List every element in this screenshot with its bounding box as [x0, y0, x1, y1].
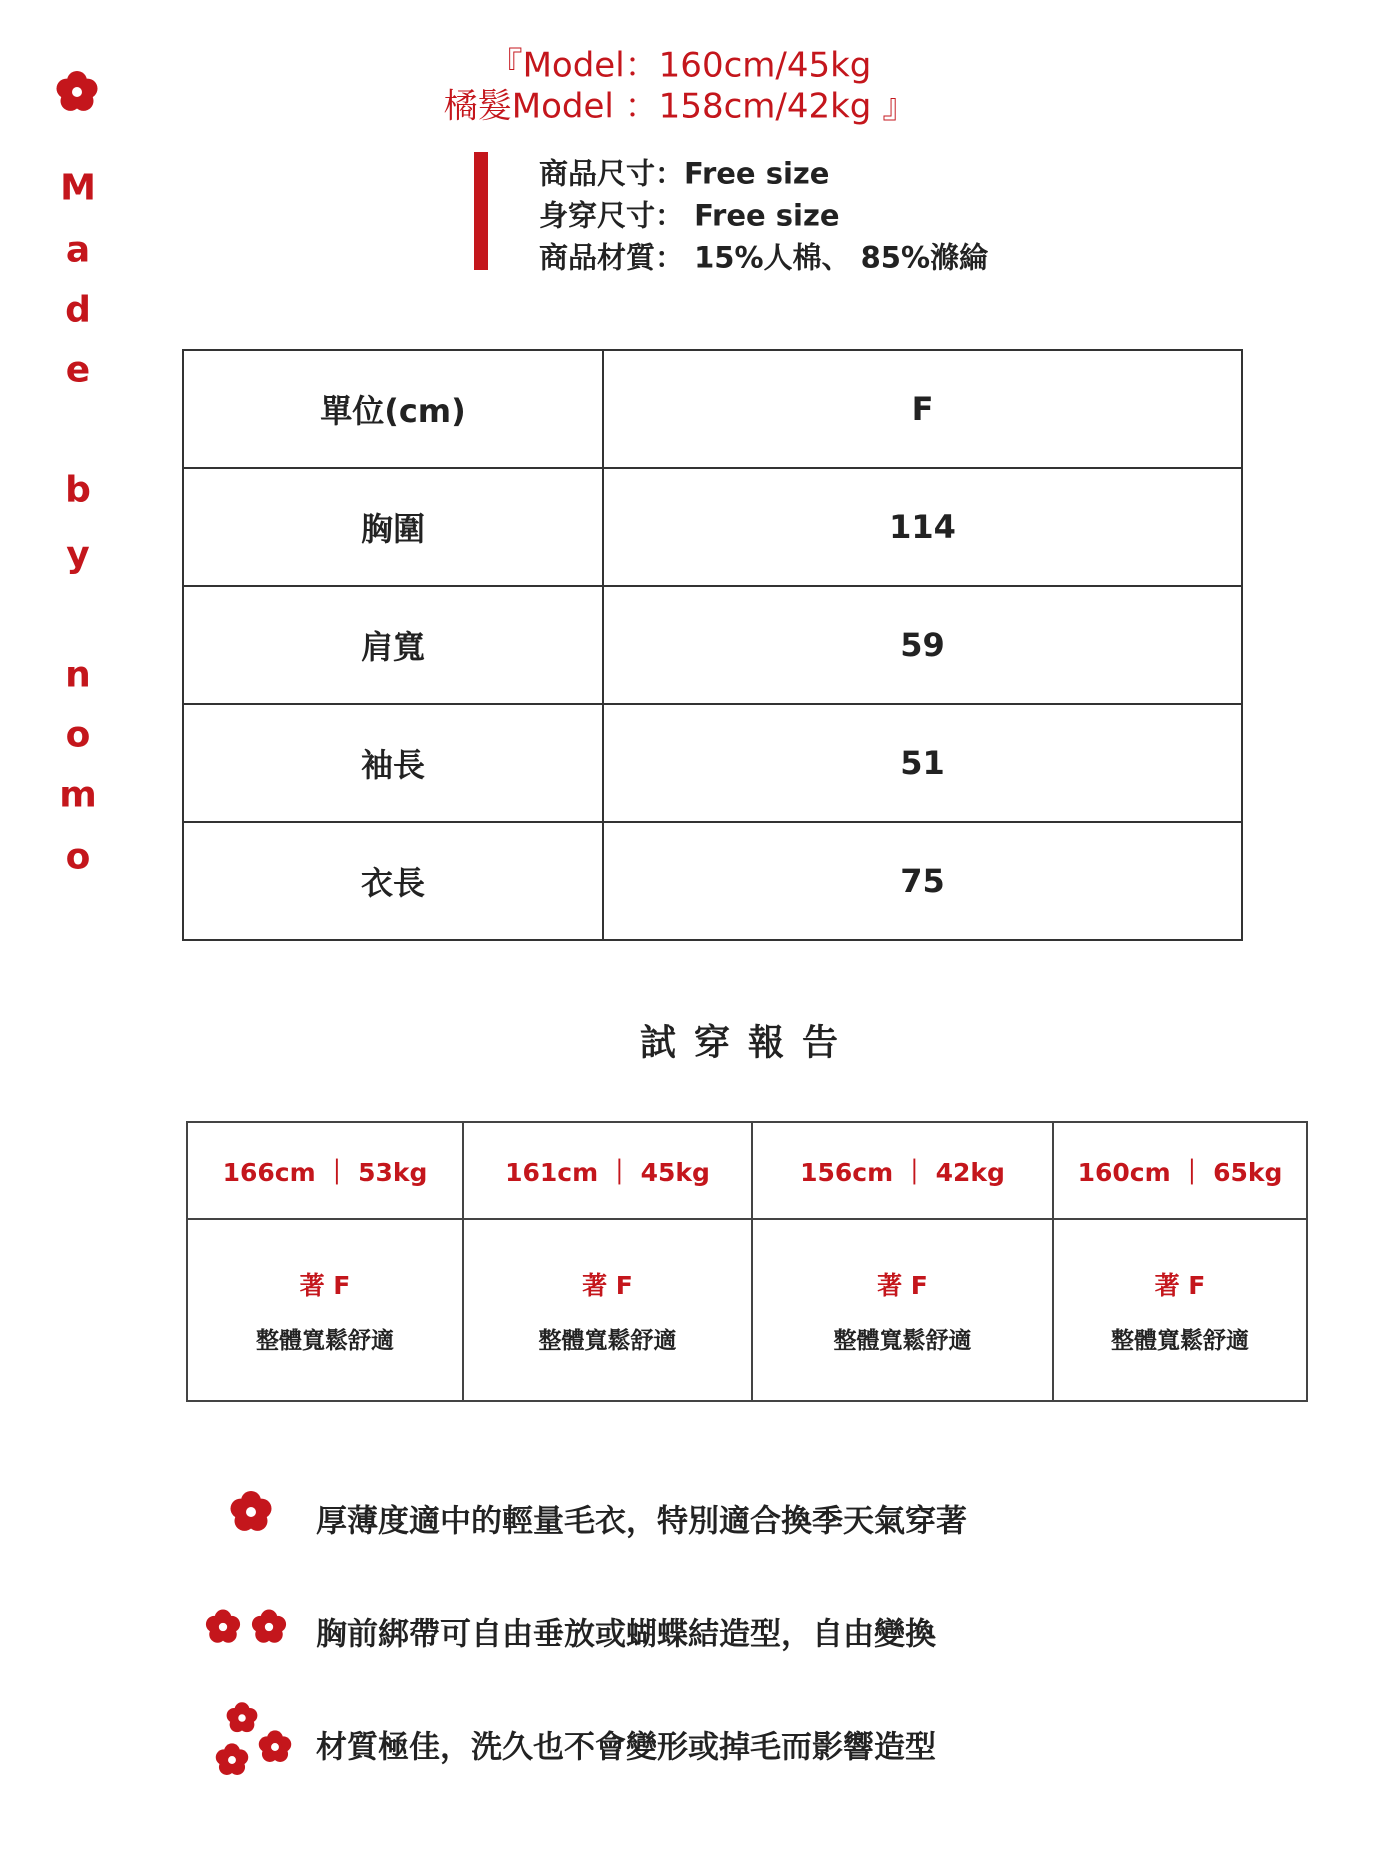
- measure-label: 衣長: [183, 822, 603, 940]
- tester-note: 整體寬鬆舒適: [833, 1327, 972, 1354]
- tester-result: [752, 1219, 1053, 1401]
- flower-icon: [224, 1700, 260, 1736]
- model-info-line-1: 『Model：160cm/45kg: [488, 45, 872, 86]
- model-info-line-2: 橘髮Model ：158cm/42kg 』: [443, 86, 917, 127]
- fit-report-title: 試穿報告: [639, 1022, 856, 1064]
- brand-letter: b: [65, 469, 91, 511]
- measure-value: 114: [603, 468, 1242, 586]
- brand-letter: m: [59, 774, 97, 816]
- brand-letter: e: [65, 349, 91, 391]
- feature-2: 胸前綁帶可自由垂放或蝴蝶結造型，自由變換: [316, 1616, 936, 1653]
- tester-stats-row: [187, 1122, 1307, 1219]
- tester-result-row: [187, 1219, 1307, 1401]
- tester-note: 整體寬鬆舒適: [538, 1327, 677, 1354]
- brand-letter: o: [65, 714, 91, 756]
- tester-size: 著 F: [299, 1270, 351, 1300]
- tester-result: [187, 1219, 463, 1401]
- brand-letter: a: [65, 229, 91, 271]
- brand-letter: n: [65, 654, 91, 696]
- flower-icon: [227, 1488, 275, 1536]
- flower-icon: [213, 1741, 251, 1779]
- flower-icon: [203, 1607, 243, 1647]
- tester-stats: 161cm ｜ 45kg: [463, 1122, 752, 1219]
- table-row: [183, 586, 1242, 704]
- brand-letter: d: [65, 289, 91, 331]
- tester-size: 著 F: [877, 1270, 928, 1300]
- brand-letter: M: [60, 167, 96, 209]
- spec-worn-size: 身穿尺寸： Free size: [539, 198, 840, 233]
- tester-stats: 166cm ｜ 53kg: [187, 1122, 463, 1219]
- table-row: [183, 822, 1242, 940]
- tester-size: 著 F: [1154, 1270, 1206, 1300]
- header-cell: 單位(cm): [183, 350, 603, 468]
- feature-1: 厚薄度適中的輕量毛衣，特別適合換季天氣穿著: [316, 1503, 967, 1540]
- measure-label: 胸圍: [183, 468, 603, 586]
- tester-stats: 156cm ｜ 42kg: [752, 1122, 1053, 1219]
- brand-letter: o: [65, 836, 91, 878]
- brand-letter: y: [66, 534, 90, 576]
- measure-value: 75: [603, 822, 1242, 940]
- tester-result: [463, 1219, 752, 1401]
- measure-label: 肩寬: [183, 586, 603, 704]
- measure-label: 袖長: [183, 704, 603, 822]
- tester-size: 著 F: [582, 1270, 633, 1300]
- flower-icon: [249, 1607, 289, 1647]
- spec-product-size: 商品尺寸：Free size: [539, 156, 830, 191]
- measure-value: 51: [603, 704, 1242, 822]
- tester-note: 整體寬鬆舒適: [1111, 1327, 1249, 1354]
- spec-accent-bar: [474, 152, 488, 270]
- measure-value: 59: [603, 586, 1242, 704]
- spec-material: 商品材質： 15%人棉、 85%滌綸: [539, 240, 989, 275]
- feature-3: 材質極佳，洗久也不會變形或掉毛而影響造型: [316, 1729, 936, 1766]
- size-table: [182, 349, 1243, 941]
- fit-report-table: [186, 1121, 1308, 1402]
- tester-stats: 160cm ｜ 65kg: [1053, 1122, 1307, 1219]
- table-row: [183, 468, 1242, 586]
- flower-icon: [256, 1728, 294, 1766]
- table-row: [183, 704, 1242, 822]
- tester-note: 整體寬鬆舒適: [256, 1327, 394, 1354]
- tester-result: [1053, 1219, 1307, 1401]
- table-header-row: [183, 350, 1242, 468]
- header-cell: F: [603, 350, 1242, 468]
